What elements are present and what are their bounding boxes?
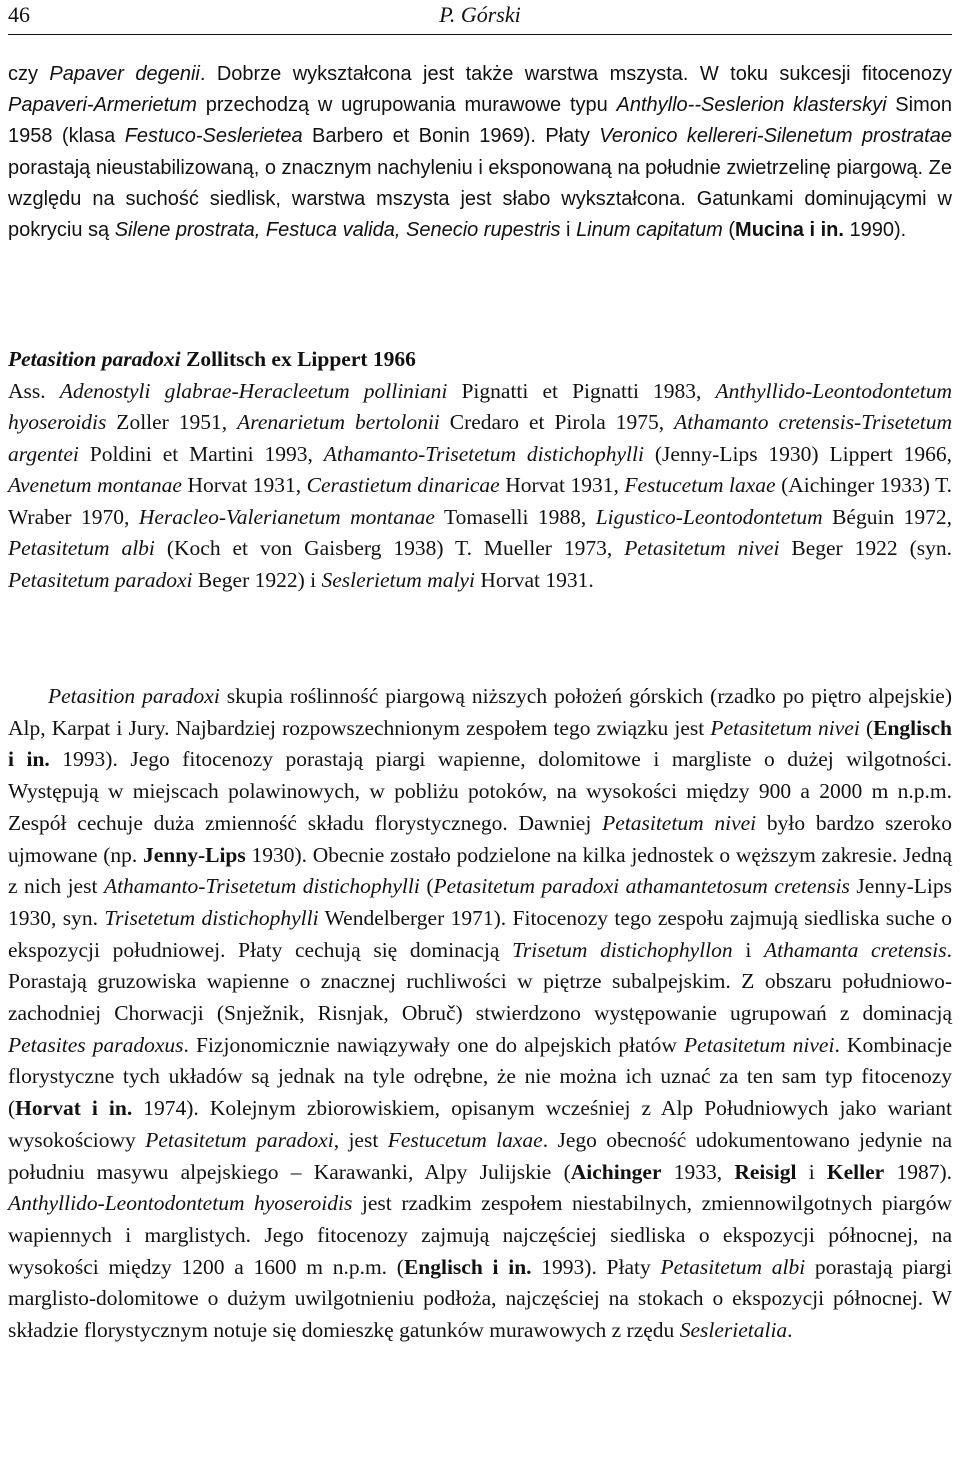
bold-run: Keller	[826, 1159, 885, 1184]
text-run: Zoller 1951,	[106, 410, 238, 434]
italic-run: Anthyllido-Leontodontetum hyoseroidis	[8, 378, 952, 434]
running-header	[8, 0, 952, 35]
italic-run: Trisetum distichophyllon	[512, 937, 733, 962]
italic-run: Petasitetum nivei	[602, 810, 757, 835]
italic-run: Petasitetum nivei	[710, 715, 860, 740]
text-run: i	[560, 219, 577, 242]
paragraph-2-body	[8, 379, 952, 592]
italic-run: Athamanto-Trisetetum distichophylli	[103, 874, 420, 899]
text-run: 1930). Obecnie zostało podzielone na kilka jednostek o węższym zakresie. Jedną z nich jest	[8, 842, 953, 899]
paragraph-2	[8, 344, 952, 596]
italic-run: Petasition paradoxi	[48, 684, 220, 708]
italic-run: Petasites paradoxus	[8, 1032, 184, 1057]
paragraph-3	[8, 681, 952, 1347]
text-run: przechodzą w ugrupowania murawowe typu	[196, 94, 617, 117]
bold-run: Horvat	[15, 1096, 81, 1121]
text-run: Horvat 1931,	[181, 473, 307, 497]
text-run: 1993). Płaty	[531, 1254, 661, 1279]
bold-run: Englisch	[403, 1254, 483, 1279]
text-run: Béguin 1972,	[822, 504, 953, 529]
text-run: Horvat 1931.	[474, 567, 594, 592]
italic-run: Avenetum montanae	[8, 473, 182, 497]
text-run: 1974). Kolejnym zbiorowiskiem, opisanym wcześniej z Alp Południowych jako wariant wysokościowy	[8, 1096, 953, 1152]
page-number: 46	[8, 2, 30, 27]
text-run: . Porastają gruzowiska wapienne o znacznej ruchliwości w piętrze subalpejskim. Z obszaru południowo-zachodniej Chorwacji (Snježnik, Risnjak, Obruč) stwierdzono występowanie ugrupowań z dominacją	[8, 937, 952, 1026]
running-header-author: P. Górski	[439, 2, 521, 27]
italic-run: Papaver degenii	[49, 63, 200, 85]
italic-run: Adenostyli glabrae-Heracleetum polliniani	[59, 378, 448, 403]
text-run: . Dobrze wykształcona jest także warstwa mszysta. W toku sukcesji fitocenozy	[199, 63, 952, 85]
bold-run: Englisch	[873, 715, 952, 740]
text-run: czy	[8, 63, 50, 85]
italic-run: Festucetum laxae	[624, 473, 776, 497]
bold-run: i in.	[492, 1254, 532, 1279]
text-run: , jest	[333, 1127, 388, 1152]
italic-run: Petasitetum nivei	[624, 536, 780, 560]
text-run: (Aichinger 1933) T. Wraber 1970,	[8, 473, 953, 529]
text-run: Simon 1958 (klasa	[8, 94, 952, 148]
italic-run: Papaveri-Armerietum	[8, 94, 197, 117]
text-run: Beger 1922 (syn.	[779, 536, 952, 560]
italic-run: Athamanto-Trisetetum distichophylli	[323, 441, 644, 466]
text-run: porastają nieustabilizowaną, o znacznym nachyleniu i eksponowaną na południe zwietrzelinę piargową. Ze względu na suchość siedlisk, warstwa mszysta jest słabo wykształcona. Gatunkami dominującymi w pokryciu są	[8, 156, 952, 242]
italic-run: Seslerietalia	[679, 1318, 788, 1343]
text-run: (Koch et von Gaisberg 1938) T. Mueller 1973,	[154, 536, 625, 560]
text-run: . Kombinacje florystyczne tych układów są jednak na tyle odrębne, że nie można ich uznać za ten sam typ fitocenozy (	[8, 1032, 953, 1121]
italic-run: Arenarietum bertolonii	[237, 410, 440, 434]
italic-run: Petasitetum albi	[660, 1254, 806, 1279]
text-run: Beger 1922) i	[192, 567, 322, 592]
text-run: i	[732, 937, 764, 962]
text-run: Tomaselli 1988,	[434, 504, 596, 529]
italic-run: Athamanta cretensis	[763, 937, 947, 962]
text-run: . Fizjonomicznie nawiązywały one do alpejskich płatów	[183, 1032, 685, 1057]
text-run: (	[419, 874, 434, 899]
text-run: . Jego obecność udokumentowano jedynie na południu masywu alpejskiego – Karawanki, Alpy Julijskie (	[8, 1127, 953, 1184]
section-title	[8, 347, 416, 371]
text-run: i	[796, 1159, 827, 1184]
text-run: Jenny-Lips 1930, syn.	[8, 874, 952, 930]
text-run: porastają piargi marglisto-dolomitowe o dużym uwilgotnieniu podłoża, najczęściej na stokach o ekspozycji północnej. W składzie florystycznym notuje się domieszkę gatunków murawowych z rzędu	[8, 1254, 952, 1343]
text-run	[81, 1096, 92, 1120]
bold-run: i in.	[8, 747, 50, 772]
italic-run: Heracleo-Valerianetum montanae	[138, 504, 435, 529]
bold-run: Jenny-Lips	[143, 842, 246, 867]
italic-run: Anthyllido-Leontodontetum hyoseroidis	[8, 1191, 353, 1216]
italic-run: Anthyllo--Seslerion klasterskyi	[616, 94, 887, 117]
paragraph-1	[8, 59, 952, 246]
paragraph-3-body	[8, 684, 952, 1342]
text-run: Credaro et Pirola 1975,	[439, 410, 675, 434]
italic-run: Petasitetum albi	[8, 536, 155, 560]
text-run: 1933,	[661, 1159, 735, 1184]
bold-run: i in.	[809, 219, 844, 242]
italic-run: Festuco-Seslerietea	[124, 125, 303, 148]
italic-run: Silene prostrata, Festuca valida, Senecio rupestris	[114, 219, 561, 242]
italic-run: Petasitetum paradoxi athamantetosum cretensis	[433, 874, 850, 899]
italic-run: Petasitetum paradoxi	[8, 567, 193, 592]
text-run: (	[722, 219, 736, 242]
text-run: 1990).	[843, 219, 907, 242]
text-run: Ass.	[8, 378, 60, 403]
italic-run: Ligustico-Leontodontetum	[595, 504, 823, 529]
text-run: Pignatti et Pignatti 1983,	[447, 378, 716, 403]
text-run: 1993). Jego fitocenozy porastają piargi wapienne, dolomitowe i margliste o dużej wilgotności. Występują w miejscach polawinowych, w pobliżu potoków, na wysokości między 900 a 2000 m n.p.m. Zespół cechuje duża zmienność składu florystycznego. Dawniej	[8, 747, 952, 835]
section-title-authority: Zollitsch ex Lippert 1966	[180, 347, 416, 371]
section-title-text: Petasition paradoxi	[8, 347, 181, 371]
text-run: .	[787, 1318, 793, 1343]
italic-run: Petasitetum nivei	[684, 1032, 835, 1057]
italic-run: Veronico kellereri-Silenetum prostratae	[599, 125, 952, 148]
italic-run: Festucetum laxae	[387, 1127, 543, 1152]
italic-run: Athamanto cretensis-Trisetetum argentei	[8, 410, 953, 466]
italic-run: Seslerietum malyi	[321, 567, 475, 592]
text-run: było bardzo szeroko ujmowane (np.	[8, 810, 952, 867]
bold-run: Reisigl	[734, 1159, 797, 1184]
bold-run: i in.	[91, 1096, 133, 1121]
text-run: 1987).	[884, 1159, 952, 1184]
text-run: (	[859, 715, 874, 740]
text-run: jest rzadkim zespołem niestabilnych, zmiennowilgotnych piargów wapiennych i marglistych. Jego fitocenozy zajmują najczęściej siedliska o ekspozycji północnej, na wysokości między 1200 a 1600 m n.p.m. (	[8, 1191, 952, 1279]
italic-run: Linum capitatum	[576, 219, 723, 242]
bold-run: Aichinger	[570, 1159, 662, 1184]
text-run: Poldini et Martini 1993,	[78, 441, 324, 466]
text-run: Horvat 1931,	[499, 473, 625, 497]
italic-run: Trisetetum distichophylli	[104, 905, 319, 930]
text-run: Barbero et Bonin 1969). Płaty	[302, 125, 600, 148]
text-run: Wendelberger 1971). Fitocenozy tego zespołu zajmują siedliska suche o ekspozycji południowej. Płaty cechują się dominacją	[8, 905, 952, 962]
bold-run: Mucina	[735, 219, 804, 242]
text-run: (Jenny-Lips 1930) Lippert 1966,	[643, 441, 952, 466]
italic-run: Cerastietum dinaricae	[306, 473, 500, 497]
text-run	[483, 1255, 493, 1279]
italic-run: Petasitetum paradoxi	[145, 1127, 334, 1152]
text-run: skupia roślinność piargową niższych położeń górskich (rzadko po piętro alpejskie) Alp, Karpat i Jury. Najbardziej rozpowszechnionym zespołem tego związku jest	[8, 684, 952, 740]
